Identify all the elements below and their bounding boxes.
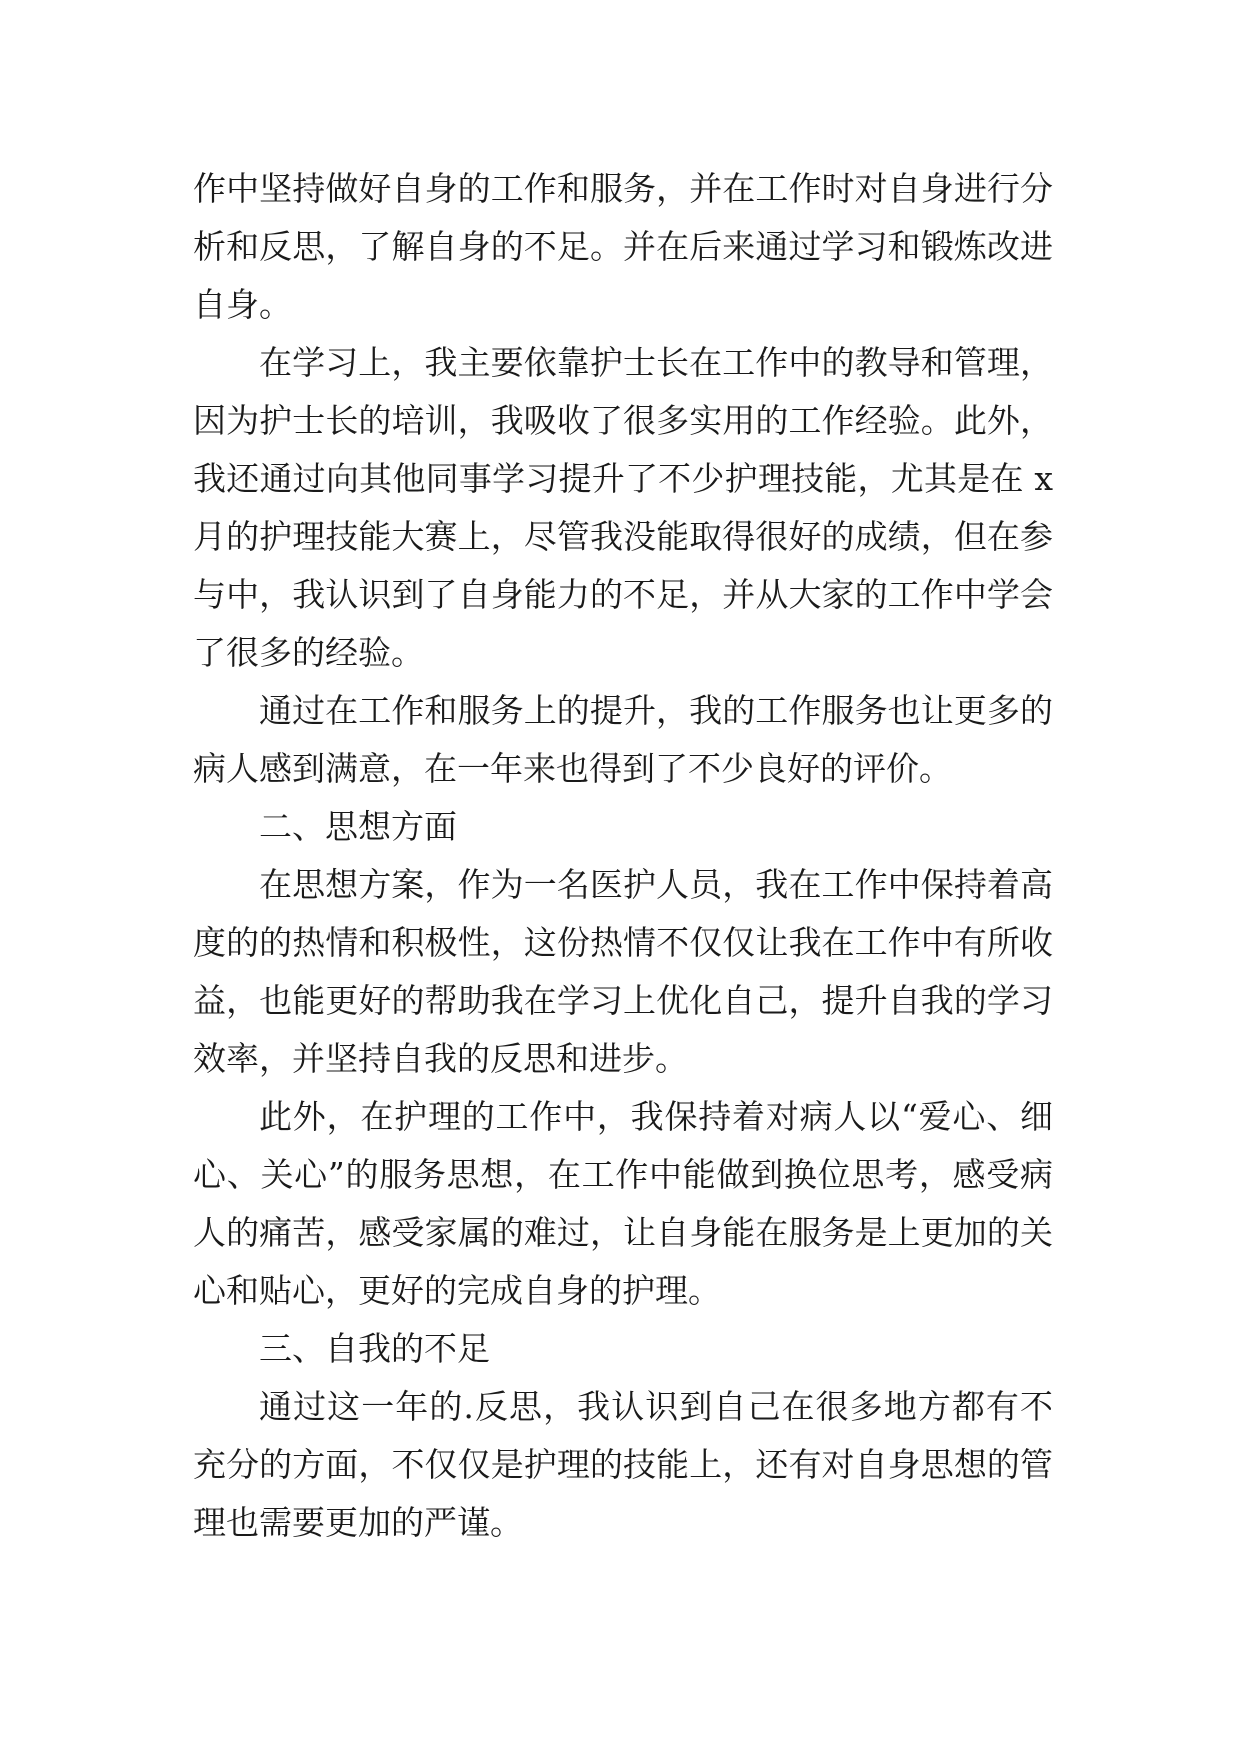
- text-line: 因为护士长的培训，我吸收了很多实用的工作经验。此外，: [193, 401, 1053, 440]
- text-line: 自身。: [193, 285, 292, 324]
- text-line: 了很多的经验。: [193, 633, 424, 672]
- text-line: 效率，并坚持自我的反思和进步。: [193, 1039, 688, 1078]
- text-line: 在思想方案，作为一名医护人员，我在工作中保持着高: [259, 865, 1053, 904]
- text-line: 在学习上，我主要依靠护士长在工作中的教导和管理，: [259, 343, 1053, 382]
- text-line: 通过在工作和服务上的提升，我的工作服务也让更多的: [259, 691, 1053, 730]
- text-line: 此外，在护理的工作中，我保持着对病人以“爱心、细: [259, 1097, 1053, 1136]
- text-line: 析和反思，了解自身的不足。并在后来通过学习和锻炼改进: [193, 227, 1053, 266]
- text-line: 通过这一年的.反思，我认识到自己在很多地方都有不: [259, 1387, 1053, 1426]
- text-line: 益，也能更好的帮助我在学习上优化自己，提升自我的学习: [193, 981, 1053, 1020]
- document-body: [193, 160, 1053, 1552]
- text-line: 与中，我认识到了自身能力的不足，并从大家的工作中学会: [193, 575, 1053, 614]
- text-line: 病人感到满意，在一年来也得到了不少良好的评价。: [193, 749, 952, 788]
- text-line: 理也需要更加的严谨。: [193, 1503, 523, 1542]
- text-line: 人的痛苦，感受家属的难过，让自身能在服务是上更加的关: [193, 1213, 1053, 1252]
- text-line: 充分的方面，不仅仅是护理的技能上，还有对自身思想的管: [193, 1445, 1053, 1484]
- text-line: 心和贴心，更好的完成自身的护理。: [193, 1271, 721, 1310]
- text-line: 二、思想方面: [259, 807, 457, 846]
- text-line: 月的护理技能大赛上，尽管我没能取得很好的成绩，但在参: [193, 517, 1053, 556]
- text-line: 我还通过向其他同事学习提升了不少护理技能，尤其是在 x: [193, 459, 1053, 498]
- text-line: 三、自我的不足: [259, 1329, 490, 1368]
- text-line: 度的的热情和积极性，这份热情不仅仅让我在工作中有所收: [193, 923, 1053, 962]
- text-line: 作中坚持做好自身的工作和服务，并在工作时对自身进行分: [193, 169, 1053, 208]
- text-line: 心、关心”的服务思想，在工作中能做到换位思考，感受病: [193, 1155, 1053, 1194]
